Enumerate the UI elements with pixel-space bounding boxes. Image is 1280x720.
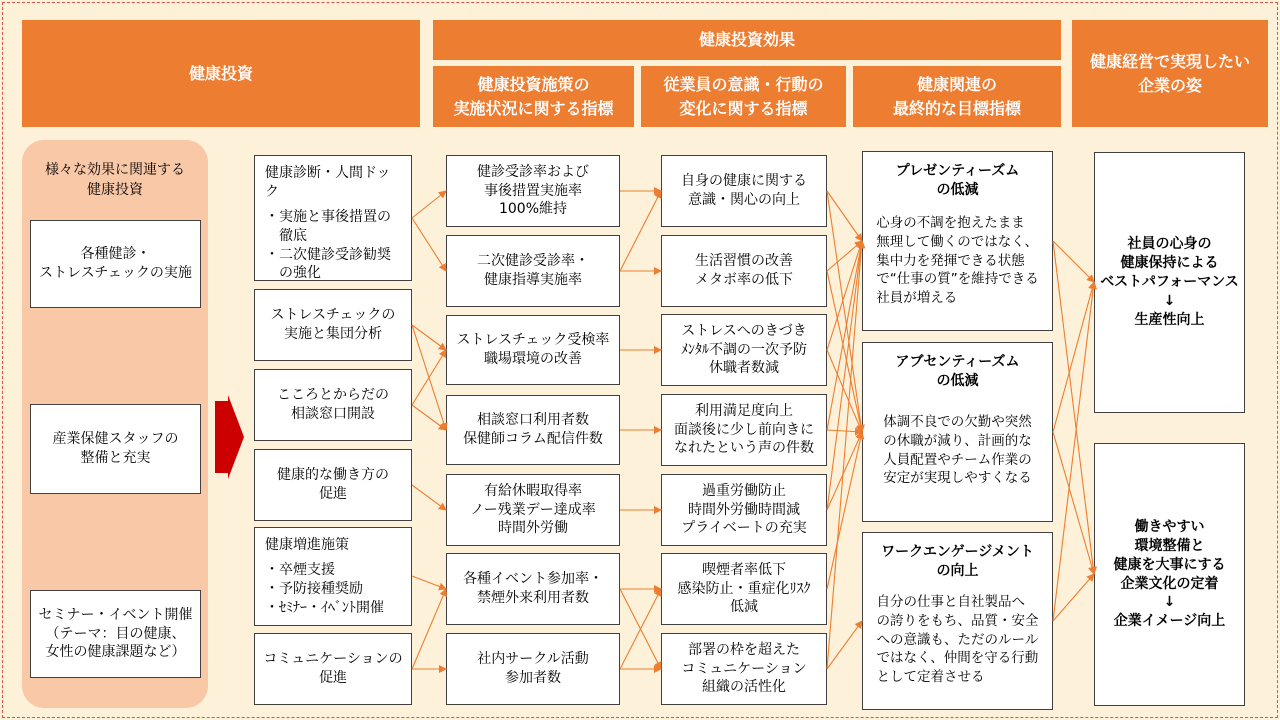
vision-culture: 働きやすい 環境整備と 健康を大事にする 企業文化の定着 ↓ 企業イメージ向上 bbox=[1094, 443, 1245, 706]
goal-presenteeism-title: プレゼンティーズム の低減 bbox=[895, 163, 1020, 198]
connector-arrow bbox=[412, 325, 446, 350]
investment-checkup-bullet-1: ・実施と事後措置の 徹底 bbox=[265, 208, 391, 244]
investment-promotion-bullet-2: ・予防接種奨励 bbox=[265, 580, 363, 597]
big-red-arrow bbox=[215, 395, 244, 479]
connector-arrow bbox=[412, 589, 446, 669]
header-investment: 健康投資 bbox=[22, 20, 420, 127]
awareness-indicator-satisfaction: 利用満足度向上 面談後に少し前向きに なれたという声の件数 bbox=[661, 394, 827, 466]
header-awareness: 従業員の意識・行動の 変化に関する指標 bbox=[641, 66, 846, 127]
impl-indicator-leave: 有給休暇取得率 ノー残業デー達成率 時間外労働 bbox=[446, 474, 620, 546]
goal-absenteeism-desc: 体調不良での欠勤や突然 の休職が減り、計画的な 人員配置やチーム作業の 安定が実現しやすくなる bbox=[883, 413, 1032, 487]
awareness-indicator-stress: ストレスへのきづき ﾒﾝﾀﾙ不調の一次予防 休職者数減 bbox=[661, 314, 827, 386]
investment-stresscheck: ストレスチェックの 実施と集団分析 bbox=[254, 289, 412, 361]
investment-promotion-bullet-1: ・卒煙支援 bbox=[265, 561, 335, 578]
connector-arrow bbox=[620, 191, 661, 271]
investment-consultation: こころとからだの 相談窓口開設 bbox=[254, 369, 412, 441]
header-effects: 健康投資効果 bbox=[433, 20, 1061, 60]
awareness-indicator-smoking: 喫煙者率低下 感染防止・重症化ﾘｽｸ 低減 bbox=[661, 553, 827, 625]
connector-arrow bbox=[412, 350, 446, 405]
connector-arrow bbox=[827, 621, 862, 669]
goal-engagement-title: ワークエンゲージメント の向上 bbox=[881, 544, 1034, 579]
awareness-indicator-interest: 自身の健康に関する 意識・関心の向上 bbox=[661, 155, 827, 227]
goal-presenteeism-desc: 心身の不調を抱えたまま 無理して働くのではなく、 集中力を発揮できる状態 で“仕事の質”を維持できる 社員が増える bbox=[876, 214, 1039, 307]
impl-indicator-events: 各種イベント参加率・ 禁煙外来利用者数 bbox=[446, 553, 620, 625]
connector-arrow bbox=[827, 241, 862, 510]
connector-arrow bbox=[412, 576, 446, 589]
investment-workstyle: 健康的な働き方の 促進 bbox=[254, 449, 412, 521]
connector-arrow bbox=[412, 405, 446, 430]
goal-engagement-desc: 自分の仕事と自社製品へ の誇りをもち、品質・安全 への意識も、ただのルール ではなく、仲間を守る行動 として定着させる bbox=[876, 593, 1039, 686]
connector-arrow bbox=[827, 350, 862, 432]
investment-checkup-title: 健康診断・人間ドック bbox=[265, 165, 391, 200]
connector-arrow bbox=[827, 430, 862, 432]
impl-indicator-circle: 社内サークル活動 参加者数 bbox=[446, 633, 620, 705]
awareness-indicator-lifestyle: 生活習慣の改善 メタボ率の低下 bbox=[661, 235, 827, 307]
connector-arrow bbox=[827, 191, 862, 241]
impl-indicator-stress: ストレスチェック受検率 職場環境の改善 bbox=[446, 315, 620, 385]
investment-communication: コミュニケーションの 促進 bbox=[254, 633, 412, 705]
header-vision: 健康経営で実現したい 企業の姿 bbox=[1072, 20, 1268, 127]
connector-arrow bbox=[1053, 241, 1094, 282]
left-panel-title: 様々な効果に関連する 健康投資 bbox=[45, 162, 185, 199]
investment-promotion-title: 健康増進施策 bbox=[265, 537, 349, 553]
connector-arrow bbox=[827, 241, 862, 430]
connector-arrow bbox=[412, 218, 446, 271]
left-item-checkup: 各種健診・ ストレスチェックの実施 bbox=[30, 220, 201, 308]
header-implementation: 健康投資施策の 実施状況に関する指標 bbox=[433, 66, 634, 127]
header-final: 健康関連の 最終的な目標指標 bbox=[853, 66, 1061, 127]
connector-arrow bbox=[412, 191, 446, 218]
impl-indicator-consultation: 相談窓口利用者数 保健師コラム配信件数 bbox=[446, 395, 620, 465]
investment-checkup-bullet-2: ・二次健診受診勧奨 の強化 bbox=[265, 246, 391, 282]
impl-indicator-secondary: 二次健診受診率・ 健康指導実施率 bbox=[446, 235, 620, 307]
goal-absenteeism-title: アブセンティーズム の低減 bbox=[895, 354, 1020, 389]
awareness-indicator-communication: 部署の枠を超えた コミュニケーション 組織の活性化 bbox=[661, 633, 827, 705]
impl-indicator-checkup: 健診受診率および 事後措置実施率 100%維持 bbox=[446, 155, 620, 227]
connector-arrow bbox=[1053, 574, 1094, 621]
investment-promotion-bullet-3: ・ｾﾐﾅｰ・ｲﾍﾞﾝﾄ開催 bbox=[265, 599, 384, 616]
left-item-seminar: セミナー・イベント開催 （テーマ：目の健康、 女性の健康課題など） bbox=[30, 590, 201, 678]
left-item-staff: 産業保健スタッフの 整備と充実 bbox=[30, 404, 201, 494]
connector-arrow bbox=[412, 485, 446, 510]
awareness-indicator-overwork: 過重労働防止 時間外労働時間減 プライベートの充実 bbox=[661, 474, 827, 546]
vision-productivity: 社員の心身の 健康保持による ベストパフォーマンス ↓ 生産性向上 bbox=[1094, 152, 1245, 413]
